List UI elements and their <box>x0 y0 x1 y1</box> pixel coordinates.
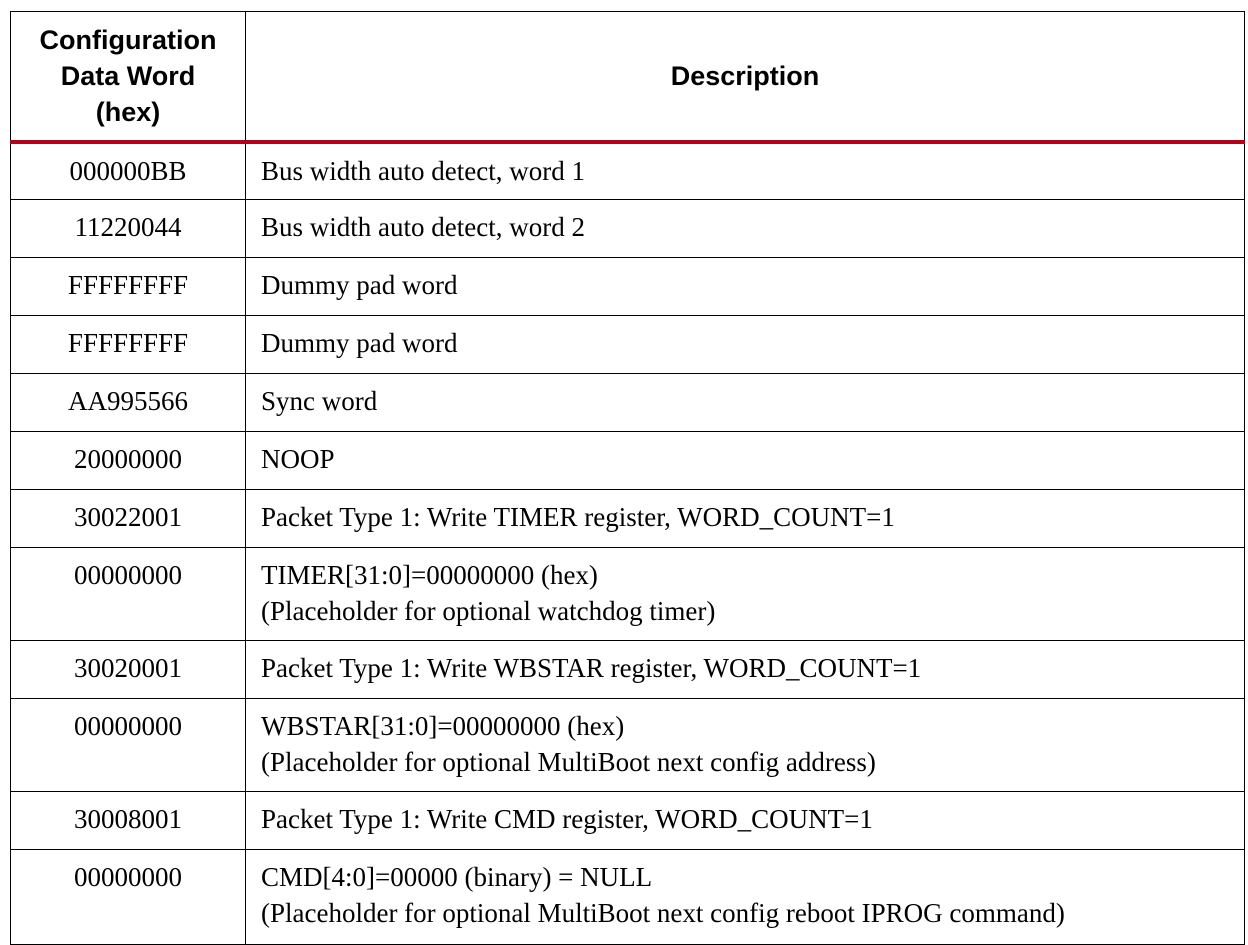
description-cell <box>246 258 1245 316</box>
config-word-cell: 11220044 <box>11 200 246 258</box>
description-line: NOOP <box>261 444 335 474</box>
description-cell <box>246 699 1245 792</box>
description-line: (Placeholder for optional watchdog timer) <box>261 596 716 626</box>
description-line: Dummy pad word <box>261 328 458 358</box>
header-line: Configuration <box>39 24 217 55</box>
config-word-cell: 000000BB <box>11 142 246 200</box>
description-line: Sync word <box>261 386 378 416</box>
table-header-row <box>11 12 1245 142</box>
table-row <box>11 792 1245 850</box>
description-cell <box>246 490 1245 548</box>
description-line: TIMER[31:0]=00000000 (hex) <box>261 560 598 590</box>
description-line: Bus width auto detect, word 2 <box>261 212 585 242</box>
description-cell <box>246 641 1245 699</box>
table-row <box>11 548 1245 641</box>
description-cell <box>246 432 1245 490</box>
config-word-cell: FFFFFFFF <box>11 258 246 316</box>
description-cell <box>246 792 1245 850</box>
description-cell <box>246 850 1245 945</box>
config-word-cell: 00000000 <box>11 548 246 641</box>
description-cell <box>246 374 1245 432</box>
description-line: (Placeholder for optional MultiBoot next config reboot IPROG command) <box>261 898 1065 928</box>
config-word-cell: 00000000 <box>11 850 246 945</box>
description-line: Packet Type 1: Write CMD register, WORD_COUNT=1 <box>261 804 873 834</box>
table-row <box>11 699 1245 792</box>
config-word-cell: 20000000 <box>11 432 246 490</box>
table-row <box>11 641 1245 699</box>
table-row <box>11 258 1245 316</box>
config-word-cell: 00000000 <box>11 699 246 792</box>
description-line: (Placeholder for optional MultiBoot next config address) <box>261 747 876 777</box>
description-cell <box>246 316 1245 374</box>
description-cell <box>246 142 1245 200</box>
description-cell <box>246 548 1245 641</box>
table-row <box>11 432 1245 490</box>
config-word-cell: 30008001 <box>11 792 246 850</box>
table-row <box>11 850 1245 945</box>
description-line: Packet Type 1: Write WBSTAR register, WORD_COUNT=1 <box>261 653 922 683</box>
config-word-cell: 30022001 <box>11 490 246 548</box>
header-description: Description <box>246 12 1245 142</box>
description-line: Bus width auto detect, word 1 <box>261 155 585 186</box>
header-line: Data Word <box>60 60 196 91</box>
config-word-cell: 30020001 <box>11 641 246 699</box>
config-word-cell: AA995566 <box>11 374 246 432</box>
description-cell <box>246 200 1245 258</box>
description-line: Packet Type 1: Write TIMER register, WORD_COUNT=1 <box>261 502 895 532</box>
description-line: WBSTAR[31:0]=00000000 (hex) <box>261 711 625 741</box>
table-row <box>11 316 1245 374</box>
description-line: CMD[4:0]=00000 (binary) = NULL <box>261 862 653 892</box>
table-row <box>11 200 1245 258</box>
table-row <box>11 490 1245 548</box>
table-row <box>11 142 1245 200</box>
config-word-cell: FFFFFFFF <box>11 316 246 374</box>
config-data-table <box>10 11 1245 945</box>
header-config-data-word <box>11 12 246 142</box>
header-line: (hex) <box>95 96 161 127</box>
table-row <box>11 374 1245 432</box>
description-line: Dummy pad word <box>261 270 458 300</box>
